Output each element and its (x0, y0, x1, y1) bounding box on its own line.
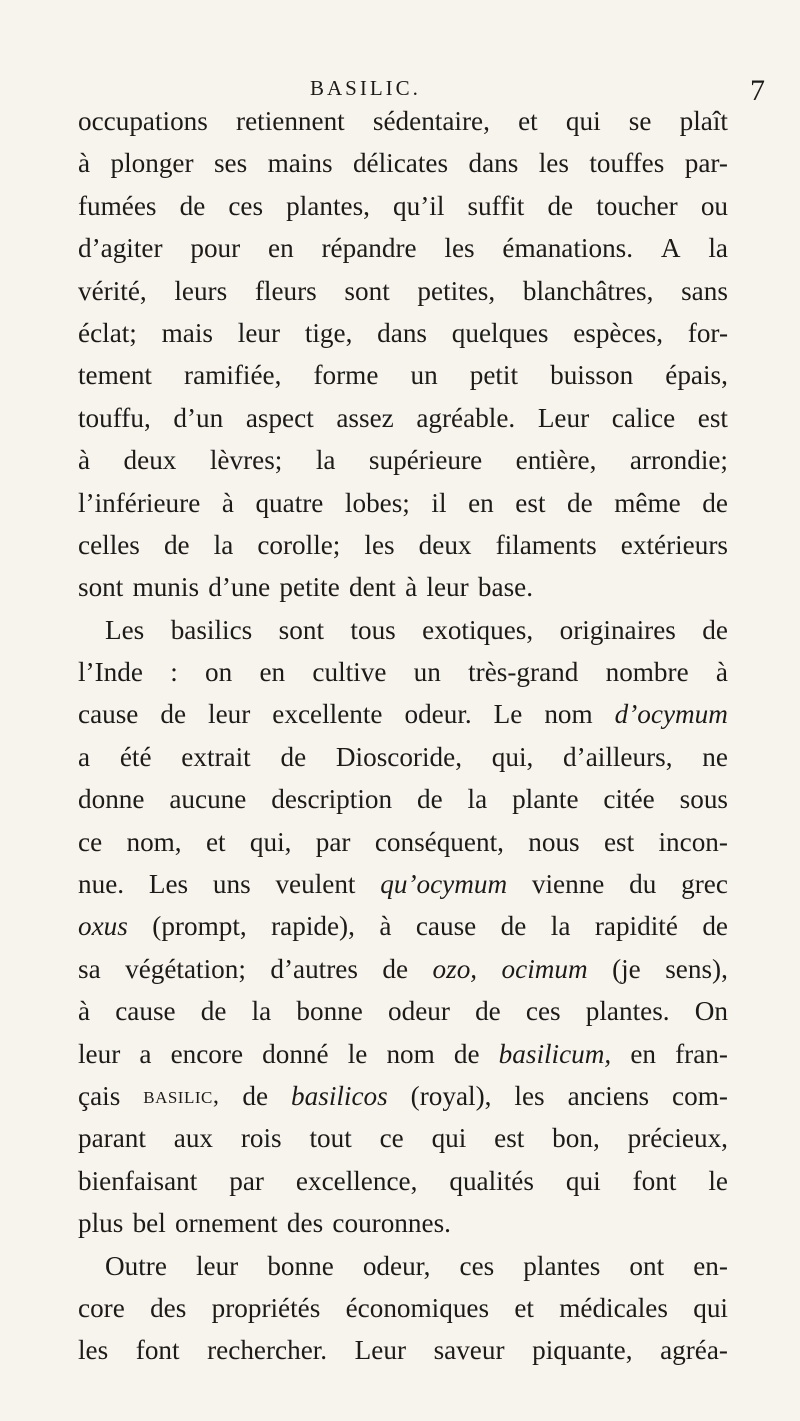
text-line: bienfaisant par excellence, qualités qui font le (78, 1165, 728, 1196)
running-title: BASILIC. (310, 76, 421, 100)
text-line: Les basilics sont tous exotiques, originaires de (105, 614, 728, 645)
text-line: les font rechercher. Leur saveur piquante, agréa- (78, 1335, 728, 1366)
text-line: ce nom, et qui, par conséquent, nous est incon- (78, 826, 728, 857)
text-line: core des propriétés économiques et médicales qui (78, 1292, 728, 1323)
text-line: donne aucune description de la plante citée sous (78, 784, 728, 815)
text-line: nue. Les uns veulent qu’ocymum vienne du grec (78, 869, 728, 900)
text-line: éclat; mais leur tige, dans quelques espèces, for- (78, 317, 728, 348)
text-line: l’Inde : on en cultive un très-grand nombre à (78, 657, 728, 688)
text-line: fumées de ces plantes, qu’il suffit de toucher ou (78, 190, 728, 221)
text-line: celles de la corolle; les deux filaments extérieurs (78, 529, 728, 560)
text-line: çais basilic, de basilicos (royal), les anciens com- (78, 1080, 728, 1111)
page-number: 7 (750, 74, 765, 107)
body-text (78, 100, 728, 1372)
text-line: parant aux rois tout ce qui est bon, précieux, (78, 1123, 728, 1154)
text-line: tement ramifiée, forme un petit buisson épais, (78, 360, 728, 391)
text-line: à plonger ses mains délicates dans les touffes par- (78, 148, 728, 179)
text-line: d’agiter pour en répandre les émanations. A la (78, 233, 728, 264)
text-line: touffu, d’un aspect assez agréable. Leur calice est (78, 402, 728, 433)
text-line: oxus (prompt, rapide), à cause de la rapidité de (78, 911, 728, 942)
text-line: vérité, leurs fleurs sont petites, blanchâtres, sans (78, 275, 728, 306)
text-line: l’inférieure à quatre lobes; il en est de même de (78, 487, 728, 518)
text-line: à deux lèvres; la supérieure entière, arrondie; (78, 445, 728, 476)
text-line: Outre leur bonne odeur, ces plantes ont en- (105, 1250, 728, 1281)
text-line: a été extrait de Dioscoride, qui, d’ailleurs, ne (78, 741, 728, 772)
text-line: cause de leur excellente odeur. Le nom d’ocymum (78, 699, 728, 730)
text-line: sont munis d’une petite dent à leur base. (78, 572, 534, 603)
text-line: à cause de la bonne odeur de ces plantes. On (78, 996, 728, 1027)
text-line: leur a encore donné le nom de basilicum, en fran- (78, 1038, 728, 1069)
text-line: occupations retiennent sédentaire, et qui se plaît (78, 106, 728, 136)
text-line: sa végétation; d’autres de ozo, ocimum (je sens), (78, 953, 728, 984)
text-line: plus bel ornement des couronnes. (78, 1208, 451, 1239)
